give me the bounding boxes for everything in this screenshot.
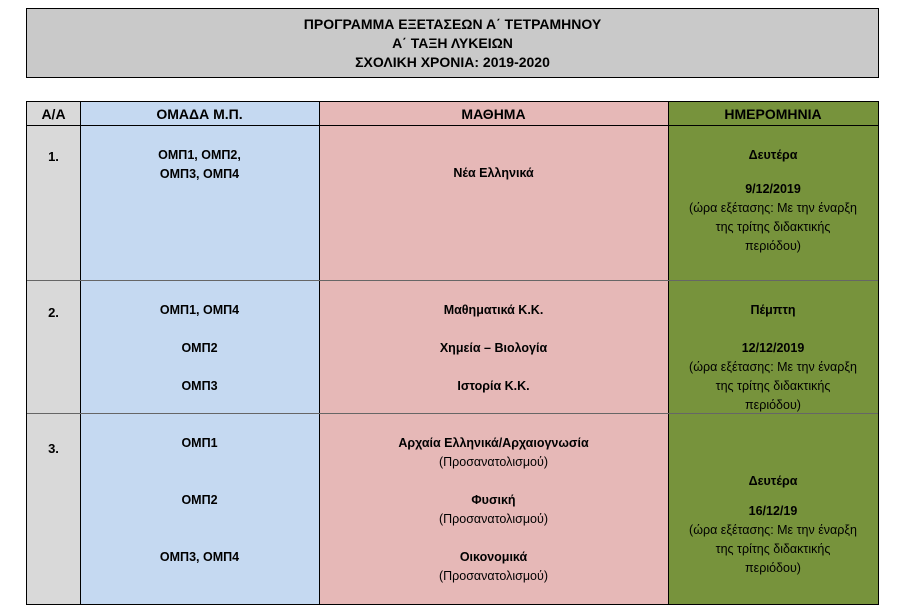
subject-label: Αρχαία Ελληνικά/Αρχαιογνωσία bbox=[398, 436, 589, 450]
date-cell bbox=[668, 472, 878, 578]
header-aa: Α/Α bbox=[41, 106, 66, 122]
exam-day: Πέμπτη bbox=[750, 303, 796, 317]
subject-cell bbox=[319, 434, 668, 472]
exam-time-note: της τρίτης διδακτικής bbox=[715, 379, 831, 393]
subject-label: Μαθηματικά Κ.Κ. bbox=[443, 303, 544, 317]
exam-date: 12/12/2019 bbox=[741, 341, 805, 355]
group-label: ΟΜΠ3 bbox=[181, 379, 218, 393]
date-cell bbox=[668, 301, 878, 415]
subject-note: (Προσανατολισμού) bbox=[438, 569, 549, 583]
subject-label: Φυσική bbox=[471, 493, 516, 507]
group-label: ΟΜΠ3, ΟΜΠ4 bbox=[159, 550, 240, 564]
title-line-1: ΠΡΟΓΡΑΜΜΑ ΕΞΕΤΑΣΕΩΝ Α΄ ΤΕΤΡΑΜΗΝΟΥ bbox=[303, 16, 602, 32]
group-cell bbox=[80, 146, 319, 184]
column-aa bbox=[27, 102, 80, 604]
subject-note: (Προσανατολισμού) bbox=[438, 455, 549, 469]
row-number: 3. bbox=[48, 441, 59, 456]
header-subject: ΜΑΘΗΜΑ bbox=[461, 106, 526, 122]
group-label: ΟΜΠ3, ΟΜΠ4 bbox=[159, 167, 240, 181]
subject-label: Χημεία – Βιολογία bbox=[439, 341, 548, 355]
subject-label: Ιστορία Κ.Κ. bbox=[457, 379, 530, 393]
row-number: 1. bbox=[48, 149, 59, 164]
header-group: ΟΜΑΔΑ Μ.Π. bbox=[156, 106, 243, 122]
row-divider bbox=[27, 280, 878, 281]
date-cell bbox=[668, 146, 878, 256]
group-label: ΟΜΠ1, ΟΜΠ4 bbox=[159, 303, 240, 317]
exam-date: 16/12/19 bbox=[748, 504, 798, 518]
title-line-2: Α΄ ΤΑΞΗ ΛΥΚΕΙΩΝ bbox=[392, 35, 513, 51]
exam-time-note: της τρίτης διδακτικής bbox=[715, 220, 831, 234]
exam-time-note: (ώρα εξέτασης: Με την έναρξη bbox=[689, 523, 857, 537]
exam-time-note: της τρίτης διδακτικής bbox=[715, 542, 831, 556]
exam-time-note: (ώρα εξέτασης: Με την έναρξη bbox=[689, 360, 857, 374]
subject-cell bbox=[319, 491, 668, 529]
exam-time-note: περιόδου) bbox=[745, 398, 801, 412]
exam-day: Δευτέρα bbox=[748, 148, 798, 162]
subject-label: Νέα Ελληνικά bbox=[453, 166, 534, 180]
row-number: 2. bbox=[48, 305, 59, 320]
document-title-box bbox=[26, 8, 879, 78]
header-date: ΗΜΕΡΟΜΗΝΙΑ bbox=[724, 106, 822, 122]
exam-date: 9/12/2019 bbox=[745, 182, 801, 196]
exam-day: Δευτέρα bbox=[748, 474, 798, 488]
group-label: ΟΜΠ2 bbox=[181, 493, 218, 507]
exam-time-note: περιόδου) bbox=[745, 239, 801, 253]
exam-schedule-table bbox=[26, 101, 879, 605]
subject-label: Οικονομικά bbox=[459, 550, 528, 564]
subject-note: (Προσανατολισμού) bbox=[438, 512, 549, 526]
subject-cell bbox=[319, 548, 668, 586]
group-label: ΟΜΠ2 bbox=[181, 341, 218, 355]
group-label: ΟΜΠ1 bbox=[181, 436, 218, 450]
title-line-3: ΣΧΟΛΙΚΗ ΧΡΟΝΙΑ: 2019-2020 bbox=[355, 54, 550, 70]
exam-time-note: περιόδου) bbox=[745, 561, 801, 575]
exam-time-note: (ώρα εξέτασης: Με την έναρξη bbox=[689, 201, 857, 215]
group-label: ΟΜΠ1, ΟΜΠ2, bbox=[158, 148, 241, 162]
header-divider bbox=[27, 125, 878, 126]
